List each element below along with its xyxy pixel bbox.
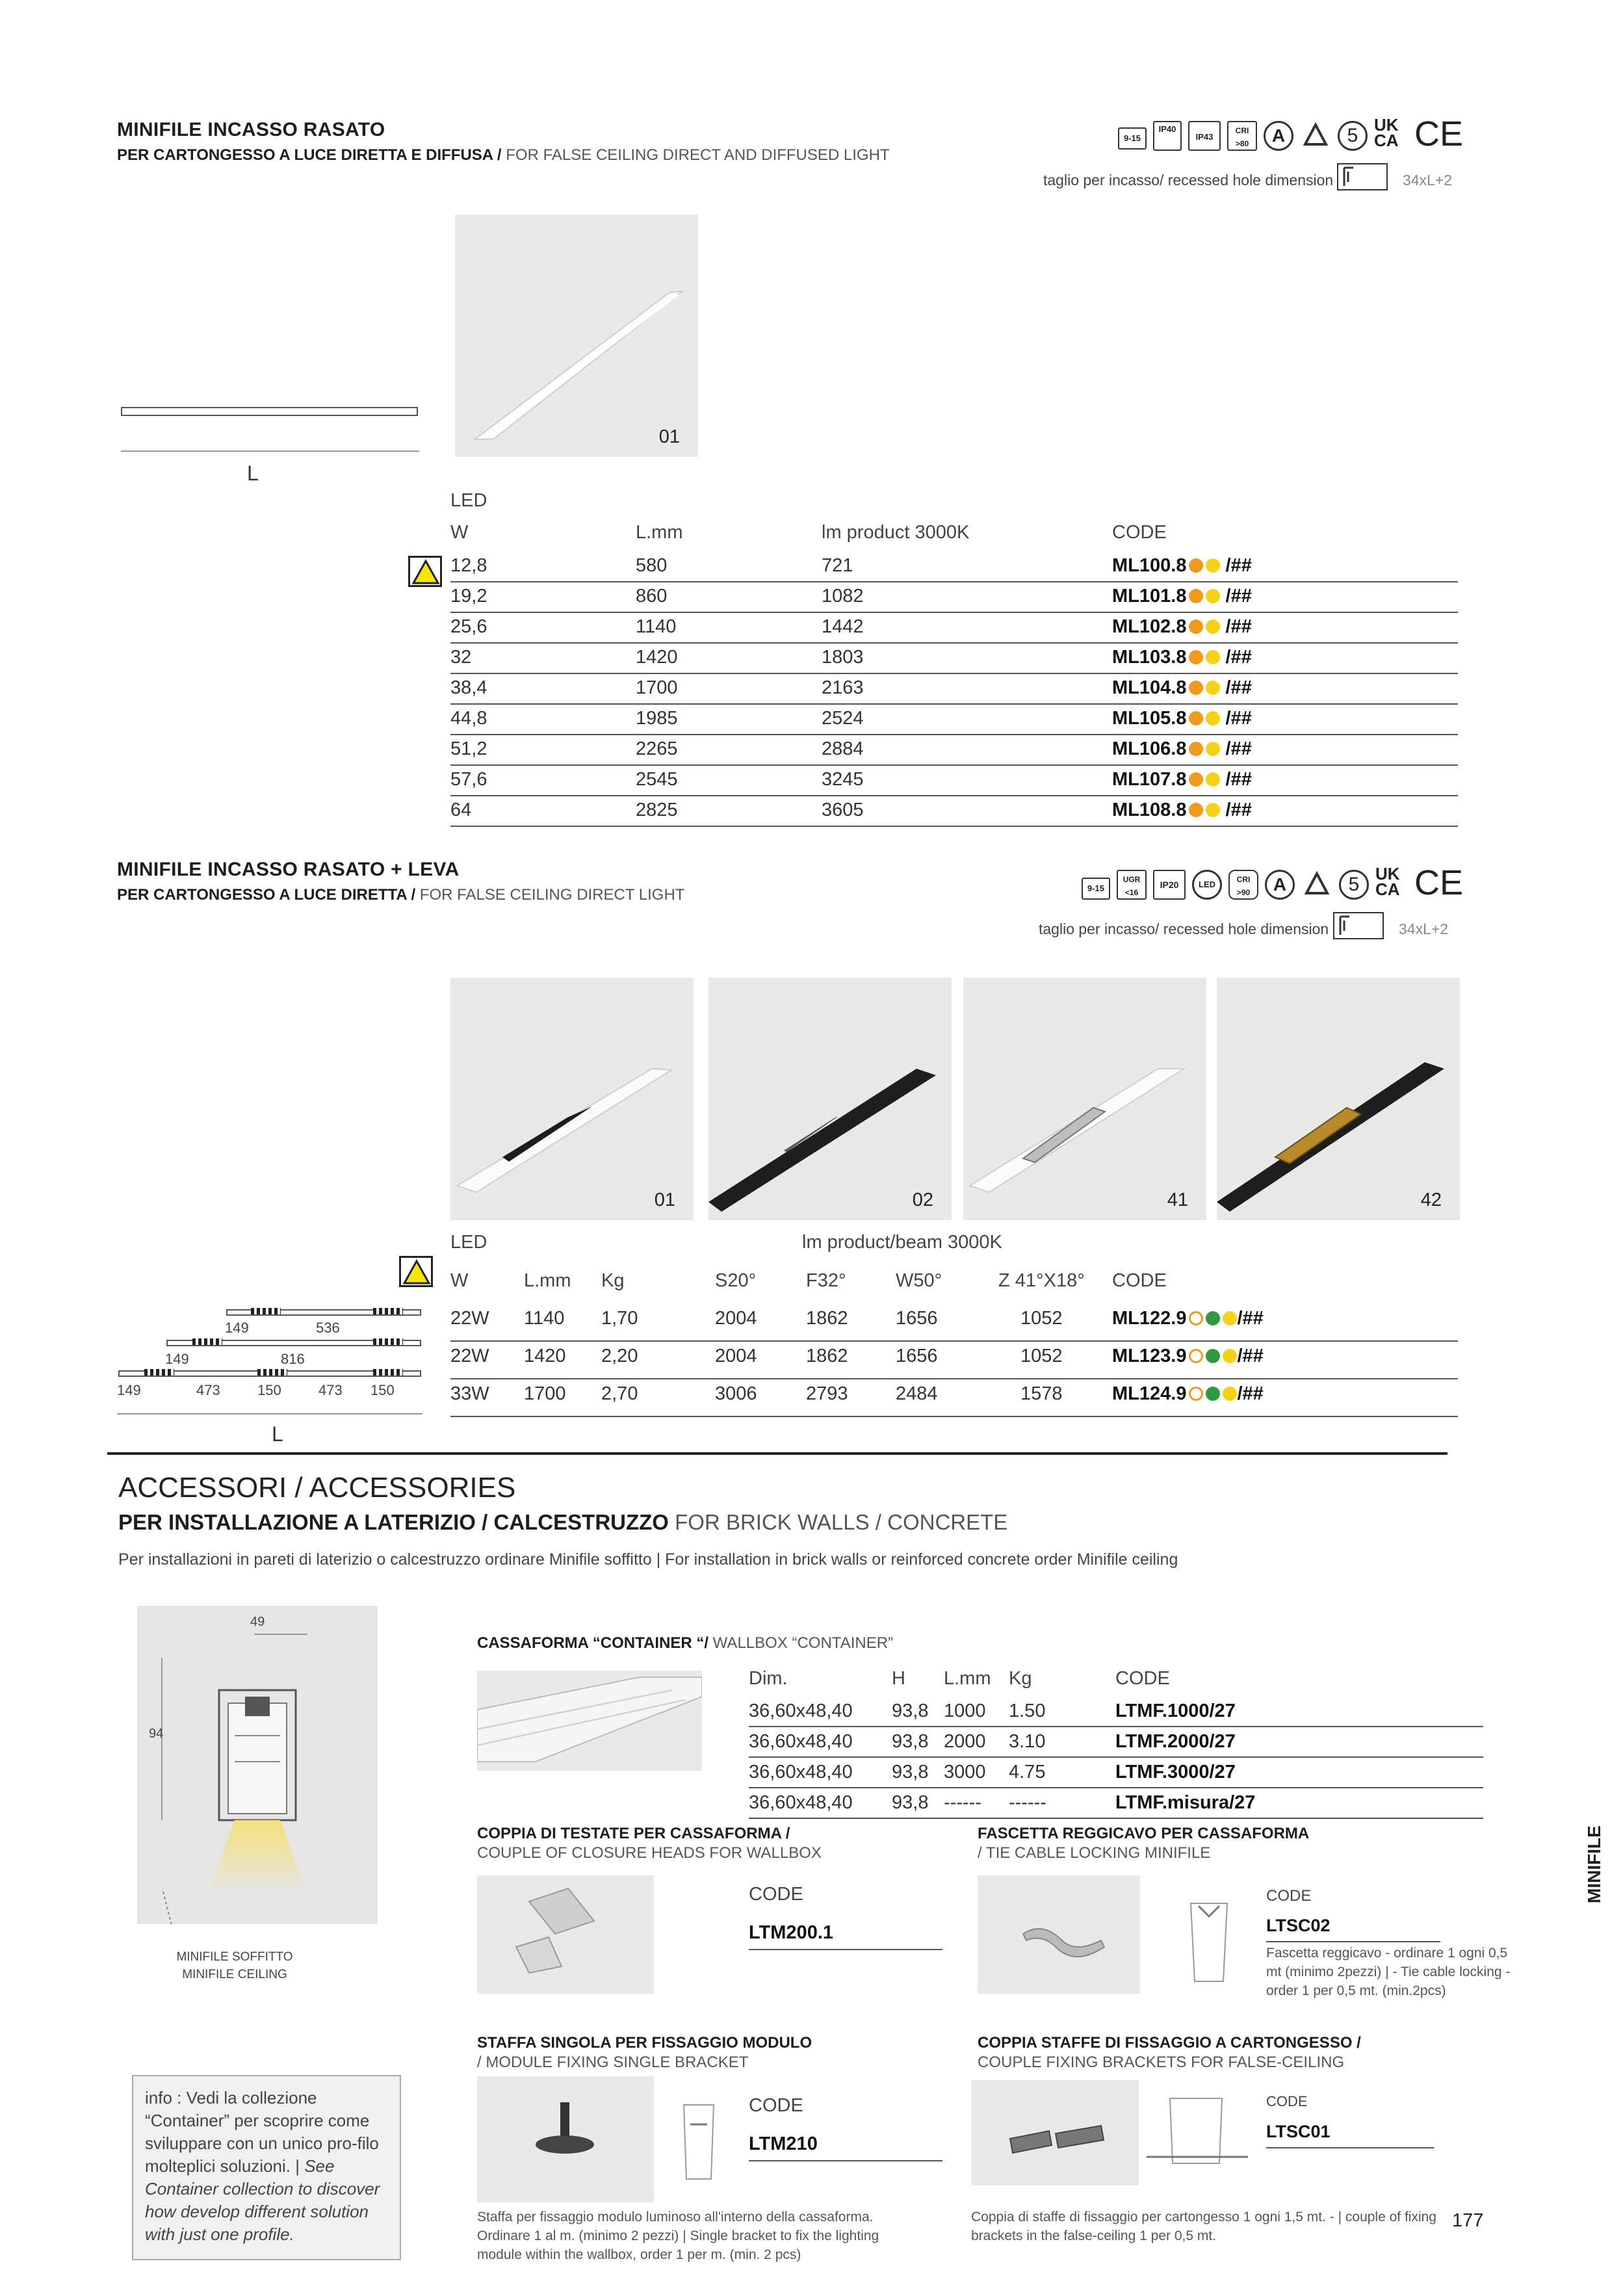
table-row: 22W 1420 2,20 2004 1862 1656 1052 ML123.9 /##	[450, 1342, 1458, 1379]
dimension-value: 150	[370, 1382, 395, 1398]
dimension-line	[117, 1413, 422, 1415]
table-row: 38,4 1700 2163 ML104.8 /##	[450, 673, 1458, 705]
section1-title: MINIFILE INCASSO RASATO	[117, 119, 385, 140]
col-header-s20: S20°	[715, 1270, 757, 1291]
photo-number: 42	[1420, 1190, 1442, 1210]
product-photo	[455, 215, 698, 457]
col-header-code: CODE	[1115, 1668, 1170, 1689]
table-row: 25,6 1140 1442 ML102.8 /##	[450, 612, 1458, 644]
bracket-section-drawing	[677, 2098, 720, 2183]
photo-number: 01	[654, 1190, 675, 1210]
energy-class-icon: A	[1264, 121, 1293, 151]
drawing-caption: MINIFILE CEILING	[182, 1968, 287, 1981]
table-row: 32 1420 1803 ML103.8 /##	[450, 643, 1458, 674]
col-header-l: L.mm	[636, 522, 683, 543]
section2-hole-value: 34xL+2	[1399, 920, 1449, 937]
closure-code: LTM200.1	[749, 1922, 942, 1950]
dimension-value: 473	[196, 1382, 220, 1398]
wallbox-photo	[477, 1671, 702, 1771]
tie-photo	[978, 1875, 1140, 1994]
dimension-value: 149	[165, 1351, 189, 1367]
table-row: 64 2825 3605 ML108.8 /##	[450, 796, 1458, 827]
cri-icon: CRI >90	[1228, 870, 1258, 900]
table-row: 36,60x48,40 93,8 2000 3.10 LTMF.2000/27	[749, 1727, 1483, 1758]
col-header-w: W	[450, 1270, 469, 1291]
ce-icon: CE	[1414, 114, 1464, 153]
accessories-title: ACCESSORI / ACCESSORIES	[118, 1472, 516, 1504]
dimension-line	[121, 450, 419, 452]
energy-class-icon: A	[1265, 870, 1295, 900]
drawing-caption: MINIFILE SOFFITTO	[176, 1950, 293, 1964]
section2-hole-label: taglio per incasso/ recessed hole dimension	[1039, 920, 1329, 937]
section2-title: MINIFILE INCASSO RASATO + LEVA	[117, 859, 460, 880]
ce-icon: CE	[1414, 863, 1464, 902]
closure-label: COPPIA DI TESTATE PER CASSAFORMA / COUPLE OF CLOSURE HEADS FOR WALLBOX	[477, 1825, 822, 1862]
warning-icon	[399, 1256, 433, 1287]
col-header-code: CODE	[1112, 522, 1167, 543]
wallbox-label: CASSAFORMA “CONTAINER “/ WALLBOX “CONTAINER”	[477, 1634, 894, 1652]
dimension-value: 149	[117, 1382, 141, 1398]
ceiling-brackets-drawing	[1144, 2092, 1251, 2176]
closure-photo	[477, 1875, 654, 1994]
code-label: CODE	[749, 1884, 803, 1905]
table-row: 36,60x48,40 93,8 ------ ------ LTMF.misura/27	[749, 1788, 1483, 1819]
col-header-z: Z 41°X18°	[998, 1270, 1085, 1291]
ukca-icon: UK CA	[1374, 115, 1399, 150]
installation-drawing	[137, 1606, 378, 1924]
product-photo	[963, 978, 1206, 1220]
code-label: CODE	[1266, 2093, 1308, 2109]
col-header-dim: Dim.	[749, 1668, 788, 1689]
section-divider	[107, 1452, 1448, 1455]
ceiling-brackets-code-box	[1266, 2093, 1434, 2148]
photo-number: 02	[912, 1190, 933, 1210]
hole-dimension-icon	[1336, 163, 1388, 191]
code-label: CODE	[1266, 1887, 1312, 1905]
accessories-intro: Per installazioni in pareti di laterizio o calcestruzzo ordinare Minifile soffitto | For installation in brick walls or reinforced concrete order Minifile ceiling	[118, 1550, 1178, 1569]
tie-code-box	[1266, 1887, 1440, 1942]
section2-subtitle: PER CARTONGESSO A LUCE DIRETTA / FOR FALSE CEILING DIRECT LIGHT	[117, 886, 685, 904]
tie-note: Fascetta reggicavo - ordinare 1 ogni 0,5 mt (minimo 2pezzi) | - Tie cable locking - order 1 per 0,5 mt. (min.2pcs)	[1266, 1946, 1511, 1998]
warranty-icon: 5	[1338, 121, 1368, 151]
profile-drawing	[121, 407, 418, 416]
section1-hole-value: 34xL+2	[1403, 172, 1453, 189]
drawing-dimension: 94	[149, 1727, 164, 1741]
table-group-label: LED	[450, 490, 487, 511]
dimension-label: L	[247, 462, 259, 485]
photo-number: 41	[1167, 1190, 1188, 1210]
section1-hole-label: taglio per incasso/ recessed hole dimension	[1043, 172, 1334, 189]
bracket-label: STAFFA SINGOLA PER FISSAGGIO MODULO / MODULE FIXING SINGLE BRACKET	[477, 2034, 812, 2071]
dimension-value: 149	[225, 1320, 249, 1336]
table-row: 19,2 860 1082 ML101.8 /##	[450, 582, 1458, 613]
closure-code-box	[749, 1884, 942, 1950]
recycle-icon	[1301, 870, 1332, 900]
tie-section-drawing	[1184, 1897, 1234, 1987]
ip-rating-icon: IP40	[1153, 121, 1182, 151]
mounting-height-icon: 9-15	[1118, 127, 1147, 150]
col-header-f32: F32°	[806, 1270, 846, 1291]
hole-dimension-icon	[1332, 911, 1384, 940]
ugr-icon: UGR <16	[1117, 870, 1147, 900]
table-group-label: lm product/beam 3000K	[802, 1232, 1002, 1253]
warning-icon	[408, 556, 442, 587]
col-header-w: W	[450, 522, 469, 543]
dimension-value: 536	[316, 1320, 340, 1336]
ceiling-brackets-photo	[971, 2080, 1139, 2185]
recycle-icon	[1300, 121, 1331, 151]
cri-icon: CRI >80	[1227, 121, 1257, 151]
ceiling-brackets-code: LTSC01	[1266, 2122, 1434, 2148]
col-header-kg: Kg	[601, 1270, 625, 1291]
col-header-w50: W50°	[896, 1270, 942, 1291]
dimension-value: 816	[281, 1351, 305, 1367]
bracket-photo	[477, 2076, 654, 2202]
drawing-dimension: 49	[250, 1615, 265, 1629]
ip-rating-icon: IP20	[1153, 870, 1186, 900]
photo-number: 01	[658, 426, 680, 447]
table-row: 12,8 580 721 ML100.8 /##	[450, 551, 1458, 582]
dimension-value: 473	[318, 1382, 343, 1398]
table-row: 57,6 2545 3245 ML107.8 /##	[450, 765, 1458, 796]
dimension-value: 150	[257, 1382, 281, 1398]
col-header-kg: Kg	[1009, 1668, 1032, 1689]
bracket-code-box	[749, 2095, 942, 2161]
led-icon: LED	[1192, 870, 1222, 900]
ip-rating-icon: IP43	[1188, 121, 1221, 151]
accessories-subtitle: PER INSTALLAZIONE A LATERIZIO / CALCESTRUZZO FOR BRICK WALLS / CONCRETE	[118, 1510, 1008, 1534]
mounting-height-icon: 9-15	[1082, 878, 1110, 900]
tie-label: FASCETTA REGGICAVO PER CASSAFORMA / TIE CABLE LOCKING MINIFILE	[978, 1825, 1310, 1862]
product-photo	[708, 978, 952, 1220]
warranty-icon: 5	[1339, 870, 1369, 900]
col-header-lm: lm product 3000K	[822, 522, 970, 543]
table-row: 22W 1140 1,70 2004 1862 1656 1052 ML122.9 /##	[450, 1304, 1458, 1342]
ukca-icon: UK CA	[1375, 864, 1400, 899]
bracket-code: LTM210	[749, 2133, 942, 2161]
ceiling-brackets-note: Coppia di staffe di fissaggio per cartongesso 1 ogni 1,5 mt. - | couple of fixing brackets in the false-ceiling 1 per 0,5 mt.	[971, 2210, 1436, 2243]
table-row: 36,60x48,40 93,8 1000 1.50 LTMF.1000/27	[749, 1697, 1483, 1727]
table-group-label: LED	[450, 1232, 487, 1253]
info-box: info : Vedi la collezione “Container” per scoprire come sviluppare con un unico pro-filo molteplici soluzioni. | See Container collection to discover how develop different solution with just one profile.	[132, 2075, 401, 2260]
col-header-h: H	[892, 1668, 905, 1689]
ceiling-brackets-label: COPPIA STAFFE DI FISSAGGIO A CARTONGESSO / COUPLE FIXING BRACKETS FOR FALSE-CEILING	[978, 2034, 1361, 2071]
product-photo	[450, 978, 694, 1220]
bracket-note: Staffa per fissaggio modulo luminoso all'interno della cassaforma. Ordinare 1 al m. (minimo 2 pezzi) | Single bracket to fix the lighting module within the wallbox, order 1 per m. (min. 2 pcs)	[477, 2210, 879, 2262]
col-header-code: CODE	[1112, 1270, 1167, 1291]
product-photo	[1217, 978, 1460, 1220]
table-row: 44,8 1985 2524 ML105.8 /##	[450, 704, 1458, 735]
table-row: 36,60x48,40 93,8 3000 4.75 LTMF.3000/27	[749, 1758, 1483, 1788]
section1-subtitle: PER CARTONGESSO A LUCE DIRETTA E DIFFUSA / FOR FALSE CEILING DIRECT AND DIFFUSED LIGHT	[117, 146, 890, 164]
table-row: 33W 1700 2,70 3006 2793 2484 1578 ML124.9 /##	[450, 1379, 1458, 1417]
side-label: MINIFILE	[1584, 1825, 1604, 1903]
code-label: CODE	[749, 2095, 803, 2116]
table-row: 51,2 2265 2884 ML106.8 /##	[450, 735, 1458, 766]
tie-code: LTSC02	[1266, 1916, 1440, 1942]
col-header-l: L.mm	[944, 1668, 991, 1689]
dimension-label: L	[272, 1422, 283, 1446]
page-number: 177	[1452, 2210, 1484, 2231]
col-header-l: L.mm	[524, 1270, 571, 1291]
